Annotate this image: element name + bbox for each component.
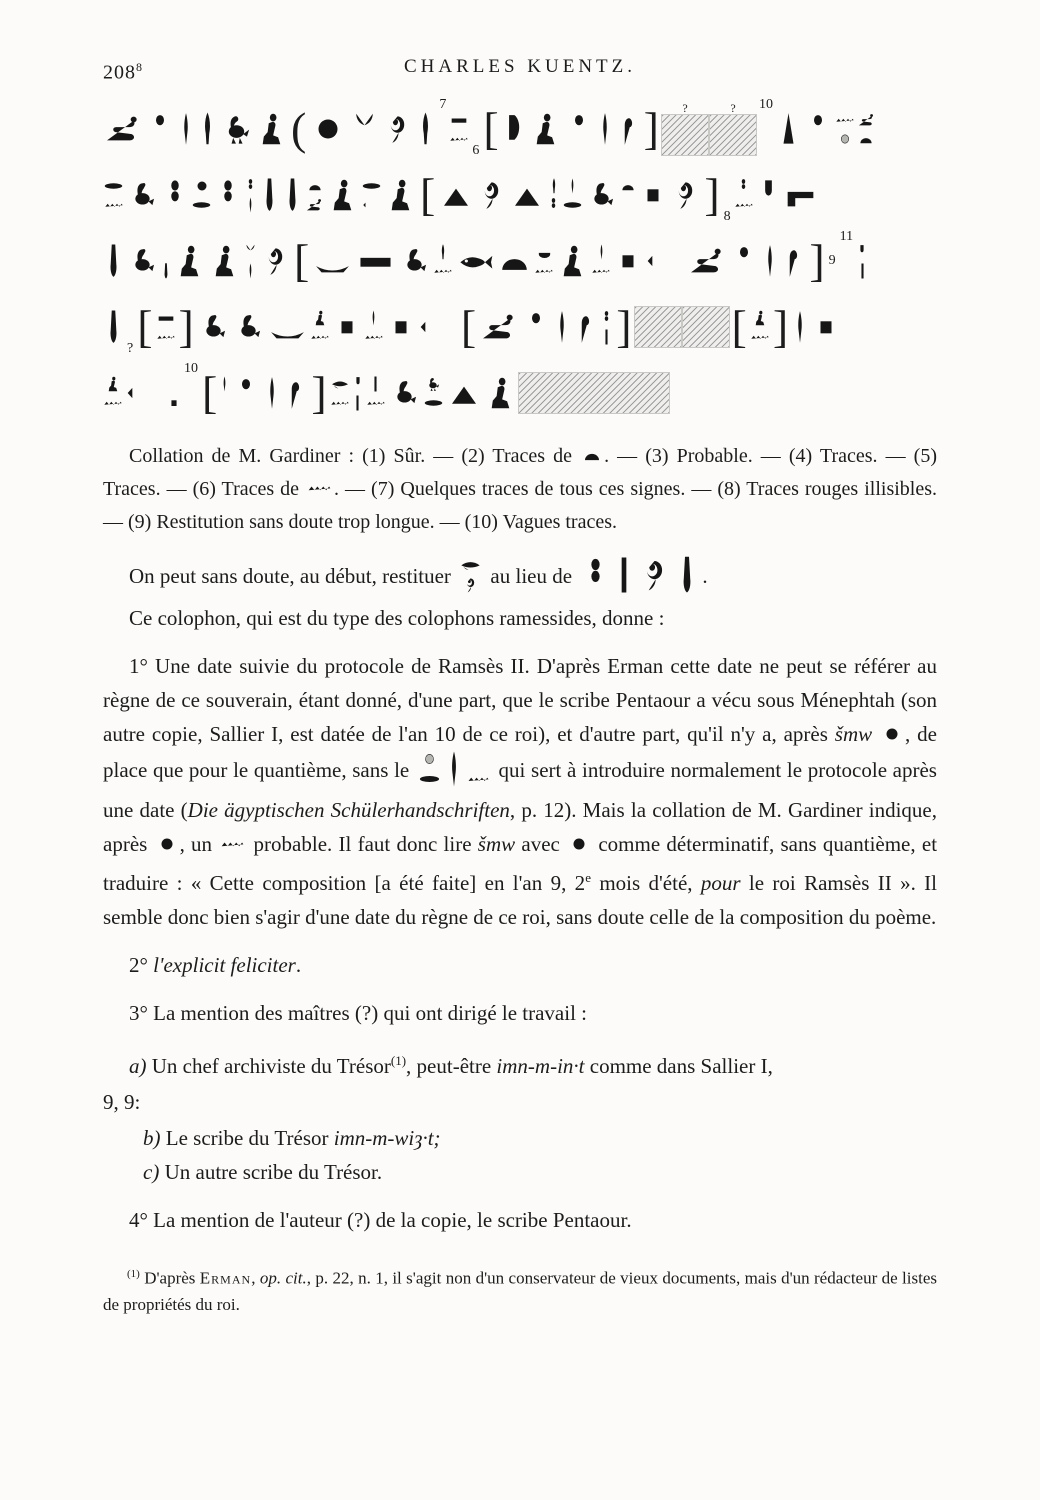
seated-glyph (208, 242, 241, 280)
paragraph-restitution: On peut sans doute, au début, restituer au lieu de . (103, 557, 937, 599)
water-glyph (330, 394, 350, 412)
water-glyph (307, 477, 332, 499)
seated-glyph (384, 176, 417, 214)
tallrect-glyph (353, 394, 362, 412)
glyph-stack (467, 749, 490, 789)
bracket-glyph: ] (809, 235, 825, 286)
seated-glyph (255, 110, 288, 148)
loaf-glyph (582, 444, 602, 466)
seated-glyph (105, 375, 121, 393)
angle-glyph (783, 176, 818, 214)
falcon-glyph (585, 176, 618, 214)
snake-glyph (687, 242, 727, 280)
italic-text: šmw (834, 722, 873, 746)
water-glyph (104, 196, 124, 214)
italic-text: a) (129, 1054, 147, 1078)
glyph-stack (433, 243, 453, 280)
fork-glyph (856, 243, 868, 261)
arrow-glyph (362, 196, 381, 214)
flax-glyph (214, 176, 242, 214)
seated-glyph (173, 242, 206, 280)
snake-glyph (103, 110, 143, 148)
reedbend-glyph (283, 374, 308, 412)
glyph-stack (244, 177, 257, 214)
falcon-glyph (232, 308, 265, 346)
stroke-glyph (162, 243, 170, 261)
glyph-stack (600, 309, 613, 346)
glyph-stack (243, 243, 258, 280)
loaf-glyph (620, 177, 636, 195)
bracket-glyph: ] (772, 301, 789, 352)
seated-glyph (752, 309, 768, 327)
glyph-stack (366, 375, 386, 412)
water-glyph (734, 196, 754, 214)
falcon-glyph (126, 242, 159, 280)
lacuna (635, 307, 681, 347)
water-glyph (433, 262, 453, 280)
inline-glyph (568, 833, 590, 855)
hill-glyph (446, 374, 482, 412)
drop-glyph (177, 110, 195, 148)
eye-glyph (459, 555, 482, 575)
glyph-stack (220, 375, 229, 412)
fork-glyph (352, 375, 364, 393)
oval-glyph (418, 769, 441, 789)
lacuna (662, 103, 708, 155)
page-number-value: 208 (103, 61, 136, 84)
reedbend-glyph (616, 110, 641, 148)
hill-glyph (438, 176, 474, 214)
oval-glyph (562, 196, 583, 214)
drop-glyph (369, 309, 378, 327)
stroke-glyph (474, 749, 482, 769)
drop-glyph (220, 375, 229, 393)
seated-glyph (484, 374, 517, 412)
arrow-glyph (125, 374, 165, 412)
inline-glyph (220, 833, 245, 855)
paragraph-point-3c: c) Un autre scribe du Trésor. (143, 1160, 383, 1184)
glyph-stack (361, 177, 382, 214)
stroke-glyph (221, 394, 229, 412)
bracket-glyph: ( (291, 103, 307, 154)
drop-glyph (246, 196, 255, 214)
superscript: e (585, 870, 591, 885)
glyph-stack (364, 309, 384, 346)
glyph-stack (620, 177, 636, 214)
glyph-stack (591, 243, 611, 280)
collation-number: 10 (184, 361, 198, 376)
page-number-superscript: 8 (136, 60, 143, 74)
glyph-stack (156, 309, 176, 346)
lacuna (710, 103, 756, 155)
reedbend-glyph (573, 308, 598, 346)
paragraph-point-3: 3° La mention des maîtres (?) qui ont dirigé le travail : (129, 1001, 588, 1025)
bracket-glyph: [ (460, 301, 477, 352)
boat-glyph (267, 308, 308, 346)
snake-glyph (305, 196, 324, 214)
hieroglyph-line-3 (103, 228, 937, 294)
paragraph-point-3a-continuation: 9, 9: (103, 1090, 141, 1114)
glyph-stack (534, 243, 554, 280)
bracket-glyph: ] (704, 169, 720, 220)
drop-glyph (791, 308, 809, 346)
plant-glyph (349, 110, 380, 148)
oval-glyph (191, 196, 212, 214)
water-glyph (103, 394, 123, 412)
seated-glyph (529, 110, 562, 148)
knife-glyph (161, 262, 171, 280)
glyph-stack (835, 111, 855, 148)
glyph-stack (103, 375, 123, 412)
sundot-glyph (568, 833, 590, 855)
plant-glyph (243, 243, 258, 261)
collation-number: 7 (439, 97, 447, 112)
glyph-stack (449, 111, 469, 148)
falcon-glyph (126, 176, 159, 214)
knife-glyph (103, 242, 124, 280)
ankh-glyph (521, 308, 551, 346)
fork-glyph (756, 176, 781, 214)
reedbend-glyph (781, 242, 806, 280)
tallrect-glyph (602, 328, 611, 346)
oval-glyph (423, 394, 444, 412)
sundot-glyph (156, 833, 178, 855)
glyph-stack (857, 111, 876, 148)
comb-glyph (156, 309, 176, 327)
glyph-stack (734, 177, 754, 214)
flax-glyph (244, 177, 257, 195)
flax-glyph (161, 176, 189, 214)
paragraph-colophon: Ce colophon, qui est du type des colophons ramessides, donne : (129, 606, 665, 630)
lacuna (519, 373, 669, 413)
drop-glyph (444, 748, 464, 790)
drop-glyph (761, 242, 779, 280)
inline-glyph (881, 723, 903, 745)
ankh-glyph (145, 110, 175, 148)
loaf-glyph (307, 177, 323, 195)
sq-glyph (167, 394, 181, 412)
spiral-glyph (476, 176, 507, 214)
glyph-stack (547, 177, 560, 214)
seated-glyph (326, 176, 359, 214)
inline-glyph-group (580, 554, 699, 596)
seated-glyph (312, 309, 328, 327)
footnote: $^{(1)}$ D'après Erman, op. cit., p. 22, n. 1, il s'agit non d'un conservateur de vieux documents, mais d'un rédacteur de listes de propriétés du roi. (103, 1268, 937, 1314)
falcon-glyph (197, 308, 230, 346)
glyph-stack (562, 177, 583, 214)
reed-glyph (197, 110, 218, 148)
stroke-glyph (624, 196, 632, 214)
knife-glyph (282, 176, 303, 214)
snake-glyph (479, 308, 519, 346)
bracket-glyph: [ (420, 169, 436, 220)
drop-glyph (597, 243, 606, 261)
glyph-stack (167, 375, 181, 412)
circle-glyph (837, 130, 853, 148)
drop-glyph (263, 374, 281, 412)
italic-text: pour (700, 871, 741, 895)
italic-text: op. cit. (259, 1268, 307, 1288)
paragraph-point-3a: a) Un chef archiviste du Trésor$^{(1)}$, peut-être imn-m-in·t comme dans Sallier I, (129, 1053, 773, 1078)
paragraph-point-2: 2° l'explicit feliciter. (129, 953, 302, 977)
drop-glyph (553, 308, 571, 346)
bracket-glyph: ] (616, 301, 632, 352)
glyph-stack (352, 375, 364, 412)
triangle-glyph (776, 110, 801, 148)
sq-glyph (613, 242, 643, 280)
knife-glyph (675, 554, 699, 596)
water-glyph (750, 328, 770, 346)
bird-glyph (425, 375, 441, 393)
glyph-stack (161, 243, 171, 280)
glyph-stack (330, 375, 350, 412)
stroke-glyph (170, 375, 178, 393)
hieroglyph-line-5 (103, 360, 937, 426)
ankh-glyph (803, 110, 833, 148)
reed-glyph (415, 110, 436, 148)
uncertainty-mark: ? (730, 101, 736, 115)
page-header (103, 56, 937, 86)
boat-glyph (312, 242, 353, 280)
glyph-stack (459, 555, 482, 595)
inline-glyph (156, 833, 178, 855)
drop-glyph (596, 110, 614, 148)
glyph-stack (856, 243, 868, 280)
lacuna (683, 307, 729, 347)
water-glyph (449, 130, 469, 148)
sq-glyph (386, 308, 416, 346)
basket-glyph (536, 243, 553, 261)
running-head: CHARLES KUENTZ. (403, 56, 637, 77)
glyph-stack (191, 177, 212, 214)
comb-glyph (449, 111, 469, 129)
italic-text: Die ägyptischen Schülerhandschriften (187, 798, 510, 822)
drop-glyph (246, 262, 255, 280)
collation-number: 9 (828, 253, 836, 268)
inline-glyph (307, 477, 332, 499)
spiral-glyph (462, 575, 479, 595)
collation-number: 6 (472, 143, 480, 158)
seated-glyph (556, 242, 589, 280)
hieroglyph-block (103, 96, 937, 426)
bracket-glyph: ] (311, 367, 327, 418)
snake-glyph (857, 111, 876, 129)
italic-text: šmw (477, 832, 516, 856)
arrow-glyph (645, 242, 685, 280)
dcurve-glyph (502, 110, 527, 148)
flax-glyph (580, 554, 611, 596)
comb-glyph (355, 242, 396, 280)
fish-glyph (455, 242, 495, 280)
uncertainty-mark: ? (682, 101, 688, 115)
collation-note: Collation de M. Gardiner : (1) Sûr. — (2) Traces de . — (3) Probable. — (4) Traces. — (5) Traces. — (6) Traces de . — (7) Quelques traces de tous ces signes. — (8) Traces rouges illisibles. — (9) Restitution sans doute trop longue. — (10) Vagues traces. (103, 445, 937, 533)
collation-number: ? (127, 341, 134, 356)
water-glyph (534, 262, 554, 280)
collation-number: 8 (723, 209, 731, 224)
knife-glyph (103, 308, 124, 346)
bracket-glyph: [ (731, 301, 747, 352)
water-glyph (364, 328, 384, 346)
bracket-glyph: [ (294, 235, 310, 286)
reed-glyph (549, 177, 559, 195)
glyph-stack (423, 375, 444, 412)
flax-glyph (600, 309, 613, 327)
tallrect-glyph (614, 554, 634, 596)
inline-glyph-group (459, 555, 482, 595)
water-glyph (220, 833, 245, 855)
water-glyph (591, 262, 611, 280)
tallrect-glyph (371, 375, 380, 393)
water-glyph (310, 328, 330, 346)
superscript: (1) (127, 1268, 140, 1280)
italic-text: c) (143, 1160, 160, 1184)
falcon-glyph (398, 242, 431, 280)
glyph-stack (103, 177, 124, 214)
glyph-stack (310, 309, 330, 346)
small-caps-name: Erman (199, 1268, 252, 1288)
eye-glyph (330, 375, 350, 393)
bracket-glyph: ] (643, 103, 659, 154)
sundot-glyph (193, 177, 211, 195)
loaf-glyph (497, 242, 532, 280)
collation-number: 10 (758, 97, 773, 112)
spiral-glyph (637, 554, 672, 596)
paragraph-point-1: 1° Une date suivie du protocole de Ramsès II. D'après Erman cette date ne peut se référer au règne de ce souverain, étant donné, d'une part, que le scribe Pentaour a vécu sous Ménephtah (son autre copie, Sallier I, est datée de l'an 10 de ce roi), et d'autre part, qu'il n'y a, après šmw , de place que pour le quantième, sans le qui sert à introduire normalement le protocole après une date (Die ägyptischen Schülerhandschriften, p. 12). Mais la collation de M. Gardiner indique, après , un probable. Il faut donc lire šmw avec comme déterminatif, sans quantième, et traduire : « Cette composition [a été faite] en l'an 9, 2e mois d'été, pour le roi Ramsès II ». Il semble donc bien s'agir d'une date du règne de ce roi, sans doute celle de la composition du poème. (103, 654, 938, 929)
collation-number: 11 (839, 229, 854, 244)
loaf-glyph (858, 130, 874, 148)
glyph-stack (418, 749, 441, 789)
reed-glyph (438, 243, 448, 261)
superscript: (1) (390, 1053, 407, 1068)
ankh-glyph (231, 374, 261, 412)
drop-glyph (568, 177, 577, 195)
italic-text: l'explicit feliciter (153, 953, 296, 977)
paragraph-point-3b: b) Le scribe du Trésor imn-m-wiȝ·t; (143, 1126, 441, 1150)
sq-glyph (811, 308, 841, 346)
bracket-glyph: ] (178, 301, 194, 352)
tallrect-glyph (858, 262, 867, 280)
water-glyph (835, 111, 855, 129)
falcon-glyph (388, 374, 421, 412)
hieroglyph-line-4 (103, 294, 937, 360)
bracket-glyph: [ (483, 103, 499, 154)
flax-glyph (547, 196, 560, 214)
ankh-glyph (564, 110, 594, 148)
bird-glyph (220, 110, 253, 148)
ankh-glyph (729, 242, 759, 280)
spiral-glyph (260, 242, 291, 280)
knife-glyph (259, 176, 280, 214)
circle-glyph (421, 749, 438, 769)
water-glyph (467, 769, 490, 789)
arrow-glyph (418, 308, 458, 346)
flax-glyph (737, 177, 750, 195)
oval-glyph (103, 177, 124, 195)
spiral-glyph (670, 176, 701, 214)
bracket-glyph: [ (202, 367, 218, 418)
inline-glyph (582, 444, 602, 466)
hill-glyph (509, 176, 545, 214)
sq-glyph (638, 176, 668, 214)
sundot-glyph (881, 723, 903, 745)
italic-text: imn-m-in·t (496, 1054, 585, 1078)
water-glyph (366, 394, 386, 412)
inline-glyph-group (418, 748, 490, 790)
italic-text: imn-m-wiȝ·t; (333, 1126, 441, 1150)
oval-glyph (361, 177, 382, 195)
italic-text: b) (143, 1126, 161, 1150)
spiral-glyph (382, 110, 413, 148)
paragraph-point-4: 4° La mention de l'auteur (?) de la copie, le scribe Pentaour. (129, 1208, 632, 1232)
glyph-stack (305, 177, 324, 214)
sundot-glyph (309, 110, 347, 148)
sq-glyph (332, 308, 362, 346)
hieroglyph-line-2 (103, 162, 937, 228)
bracket-glyph: [ (137, 301, 153, 352)
water-glyph (156, 328, 176, 346)
hieroglyph-line-1 (103, 96, 937, 162)
glyph-stack (750, 309, 770, 346)
